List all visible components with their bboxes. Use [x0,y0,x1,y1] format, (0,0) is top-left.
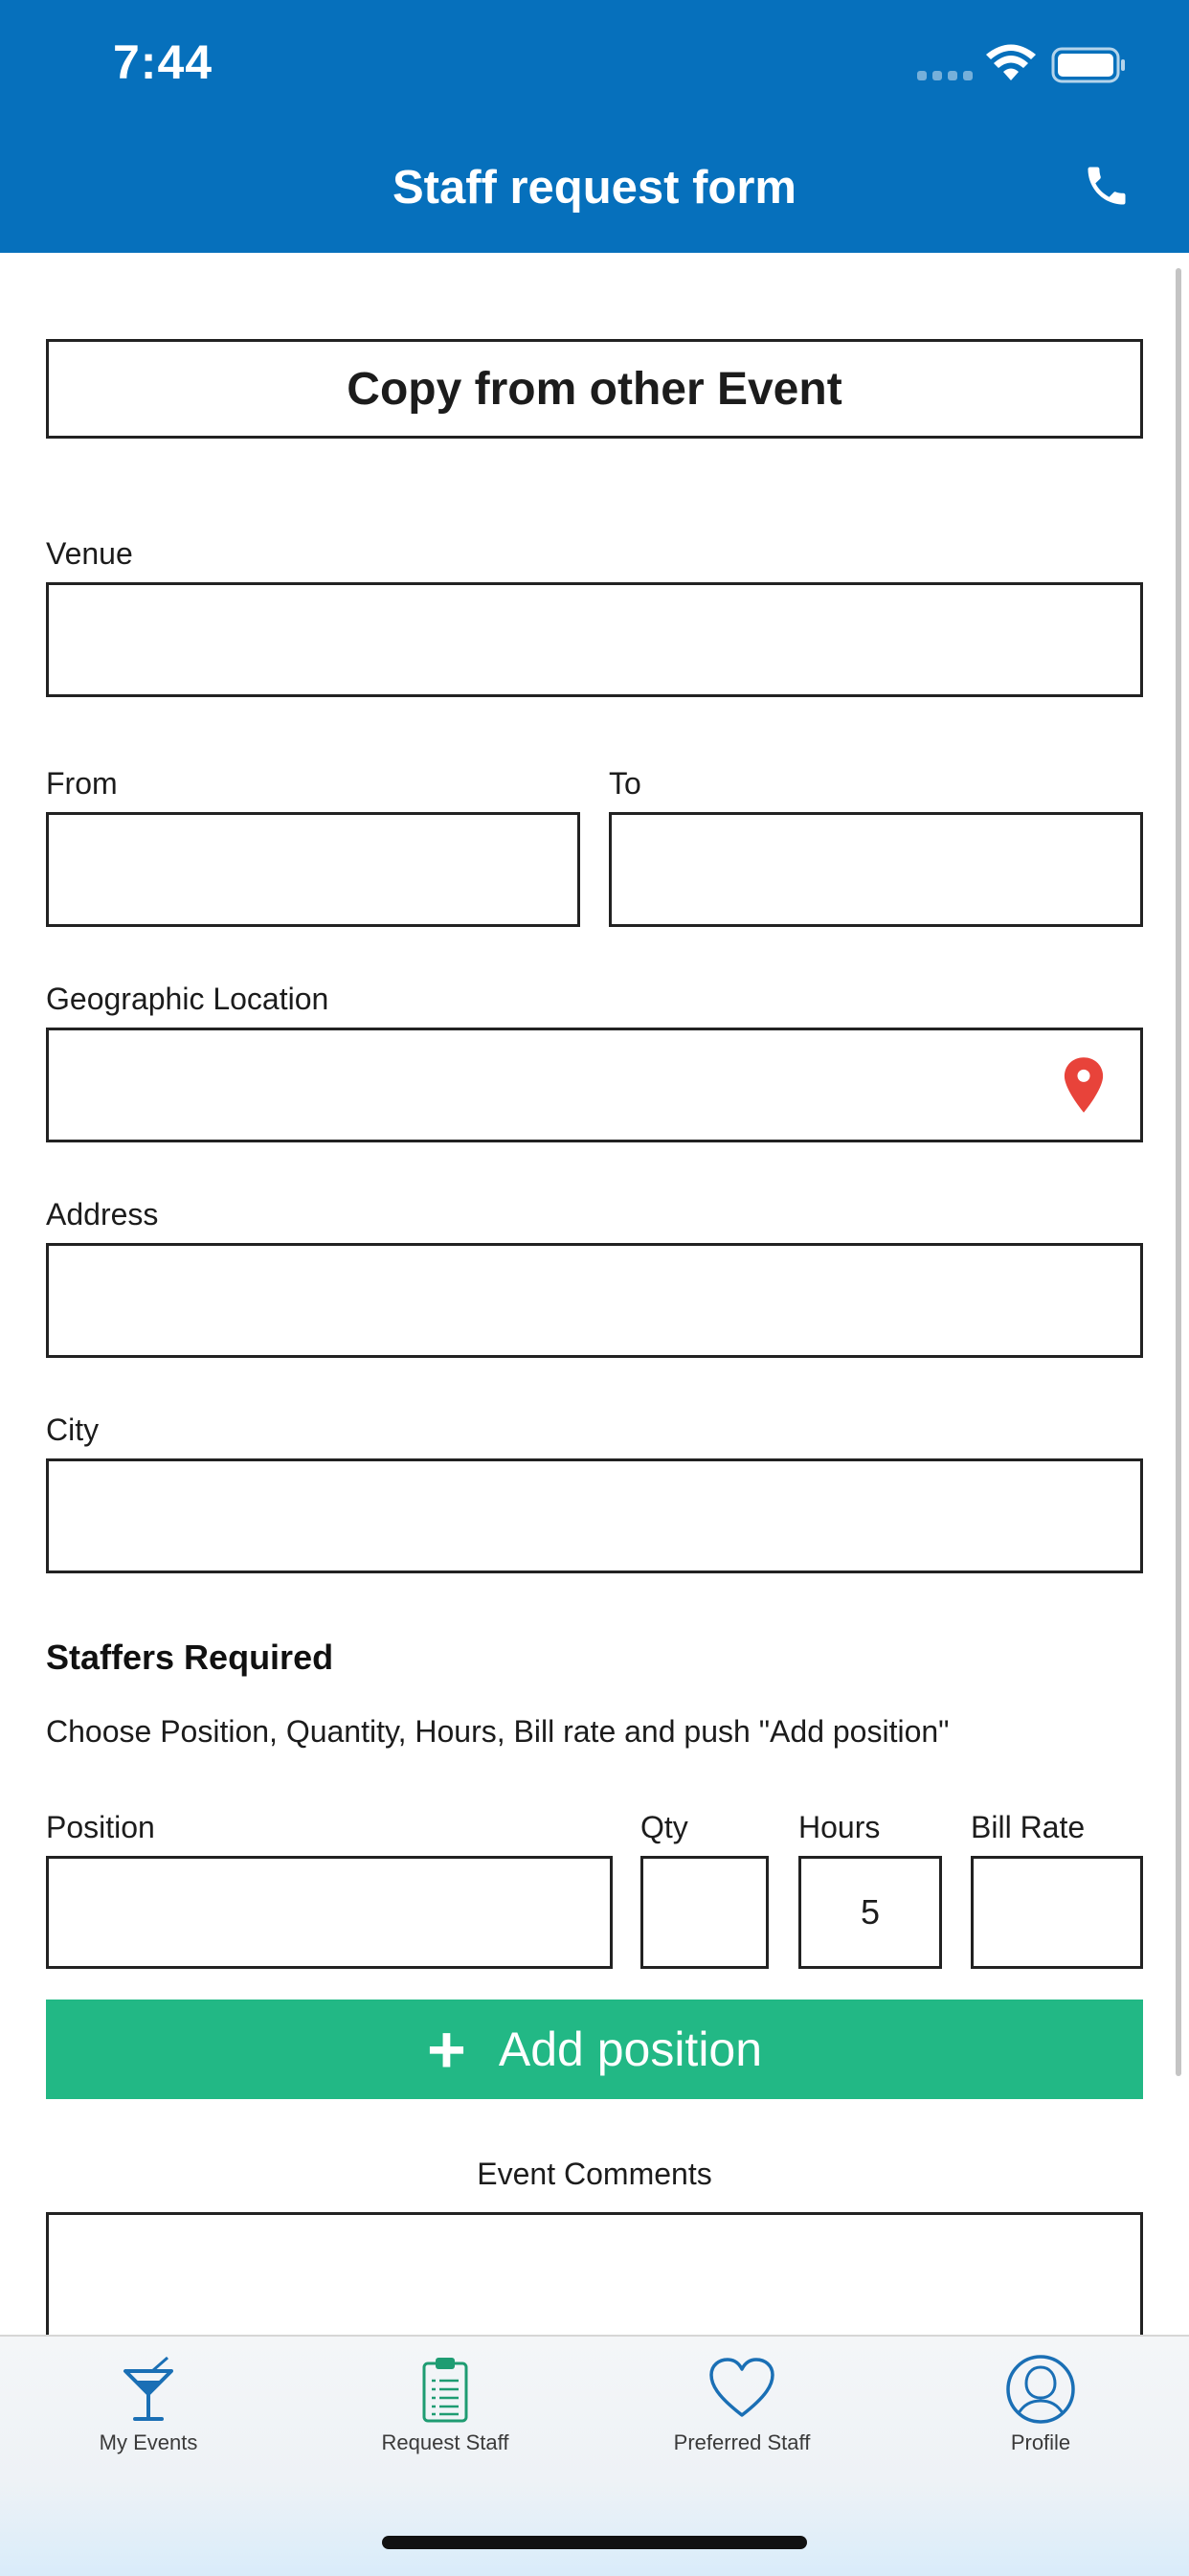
phone-icon[interactable] [1082,161,1132,211]
tab-request-staff[interactable] [330,2354,560,2455]
battery-icon [1051,46,1128,84]
home-indicator [382,2536,807,2549]
tab-my-events[interactable] [34,2354,263,2455]
tab-label: Request Staff [381,2430,509,2454]
bill-rate-label: Bill Rate [971,1810,1086,1844]
tab-label: Profile [1010,2430,1071,2454]
address-label: Address [46,1197,159,1232]
to-label: To [609,766,641,801]
copy-from-event-button[interactable]: Copy from other Event [46,339,1143,439]
qty-input[interactable] [640,1856,769,1969]
position-label: Position [46,1810,155,1844]
city-input[interactable] [46,1458,1143,1573]
staffers-instructions: Choose Position, Quantity, Hours, Bill rate and push "Add position" [46,1714,950,1749]
clipboard-icon [415,2354,476,2425]
to-input[interactable] [609,812,1143,927]
bill-rate-input[interactable] [971,1856,1143,1969]
map-pin-icon[interactable] [1062,1055,1106,1115]
tab-label: My Events [99,2430,198,2454]
address-input[interactable] [46,1243,1143,1358]
profile-icon [1005,2354,1076,2425]
add-position-label: Add position [498,2022,763,2076]
wifi-icon [984,44,1038,82]
staffers-required-title: Staffers Required [46,1638,334,1677]
tab-label: Preferred Staff [673,2430,811,2454]
from-label: From [46,766,118,801]
tab-preferred-staff[interactable] [627,2354,857,2455]
add-position-button[interactable] [46,2000,1143,2099]
signal-icon [917,71,975,80]
status-time: 7:44 [113,35,213,89]
geo-location-label: Geographic Location [46,982,329,1016]
qty-label: Qty [640,1810,688,1844]
hours-input[interactable]: 5 [798,1856,942,1969]
heart-icon [707,2354,776,2425]
hours-label: Hours [798,1810,881,1844]
from-input[interactable] [46,812,580,927]
position-input[interactable] [46,1856,613,1969]
cocktail-icon [118,2354,179,2425]
plus-icon: + [426,2012,466,2087]
city-label: City [46,1412,100,1447]
geo-location-input[interactable] [46,1028,1143,1142]
venue-label: Venue [46,536,133,571]
event-comments-label: Event Comments [477,2157,712,2191]
venue-input[interactable] [46,582,1143,697]
header-bar [0,0,1189,253]
page-title: Staff request form [392,162,796,214]
tab-profile[interactable] [926,2354,1155,2455]
scrollbar[interactable] [1176,268,1181,2076]
